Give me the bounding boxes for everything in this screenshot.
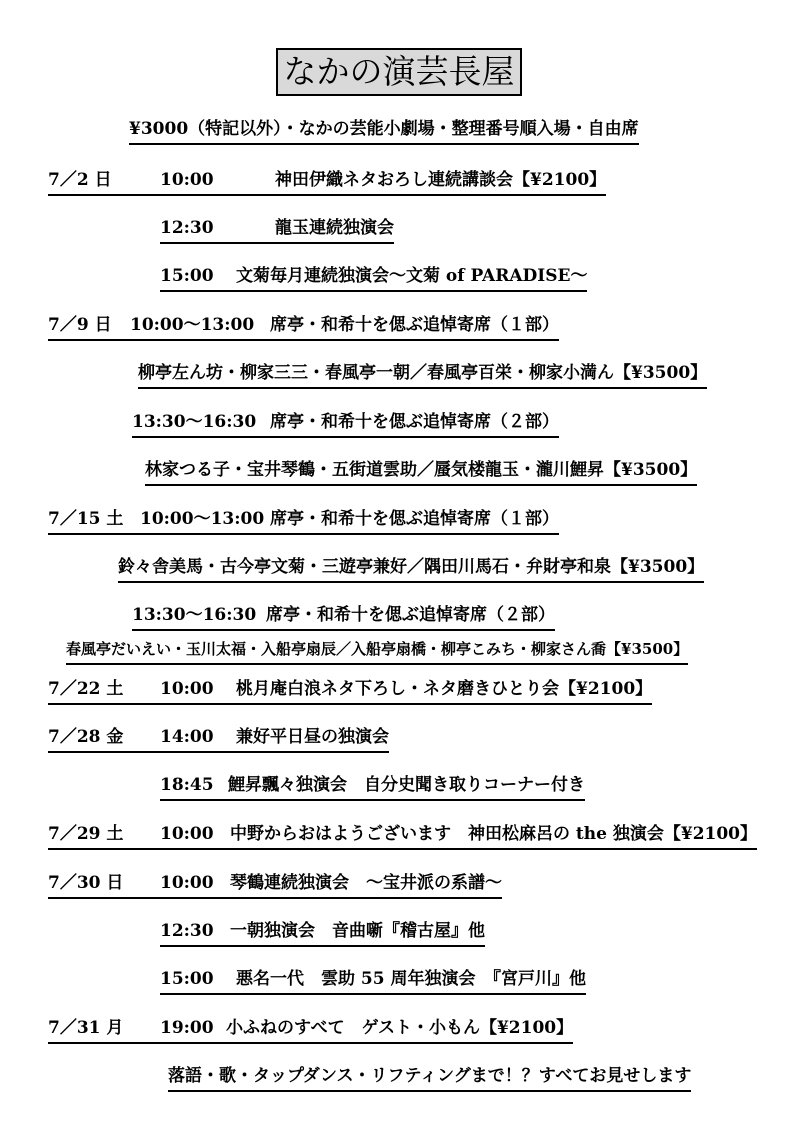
event-time: 10:00: [160, 873, 214, 893]
intro-line: [129, 117, 639, 145]
event-title: 悪名一代 雲助 55 周年独演会 『宮戸川』他: [236, 969, 586, 989]
event-0702-1: [48, 168, 606, 196]
event-date: 7／31 月: [48, 1018, 124, 1038]
event-cast: 春風亭だいえい・玉川太福・入船亭扇辰／入船亭扇橋・柳亭こみち・柳家さん喬【¥3500】: [66, 640, 689, 658]
event-0730-3: [160, 967, 586, 995]
event-title: 中野からおはようございます 神田松麻呂の the 独演会【¥2100】: [230, 824, 758, 844]
event-0702-3: [160, 264, 587, 292]
event-0715-1-cast: [118, 555, 704, 583]
event-title: 席亭・和希十を偲ぶ追悼寄席（１部）: [270, 315, 559, 335]
event-title: 龍玉連続独演会: [275, 218, 394, 238]
event-time: 19:00: [160, 1018, 214, 1038]
event-date: 7／22 土: [48, 679, 124, 699]
event-date: 7／9 日: [48, 315, 112, 335]
event-0709-2: [132, 410, 559, 438]
event-time: 12:30: [160, 921, 214, 941]
event-title: 文菊毎月連続独演会～文菊 of PARADISE～: [236, 266, 588, 286]
event-title: 席亭・和希十を偲ぶ追悼寄席（２部）: [270, 412, 559, 432]
event-0709-1: [48, 313, 559, 341]
event-0715-2-cast: [66, 637, 688, 665]
event-date: 7／28 金: [48, 727, 124, 747]
event-date: 7／30 日: [48, 873, 124, 893]
event-time: 13:30～16:30: [132, 605, 257, 625]
event-time: 14:00: [160, 727, 214, 747]
event-0722-1: [48, 677, 652, 705]
event-cast: 柳亭左ん坊・柳家三三・春風亭一朝／春風亭百栄・柳家小満ん【¥3500】: [138, 363, 708, 383]
intro-text: ¥3000（特記以外）・なかの芸能小劇場・整理番号順入場・自由席: [129, 119, 639, 139]
event-cast: 鈴々舎美馬・古今亭文菊・三遊亭兼好／隅田川馬石・弁財亭和泉【¥3500】: [118, 557, 705, 577]
event-date: 7／2 日: [48, 170, 112, 190]
event-time: 15:00: [160, 969, 214, 989]
event-time: 18:45: [160, 775, 214, 795]
event-time: 10:00: [160, 679, 214, 699]
event-0715-2: [132, 603, 555, 631]
event-time: 10:00～13:00: [140, 509, 265, 529]
event-0730-1: [48, 871, 502, 899]
event-0729-1: [48, 822, 757, 850]
event-0728-1: [48, 725, 389, 753]
event-0728-2: [160, 773, 585, 801]
event-title: 一朝独演会 音曲噺『稽古屋』他: [230, 921, 485, 941]
event-title: 小ふねのすべて ゲスト・小もん【¥2100】: [226, 1018, 574, 1038]
event-0715-1: [48, 507, 559, 535]
event-title: 桃月庵白浪ネタ下ろし・ネタ磨きひとり会【¥2100】: [236, 679, 653, 699]
event-title: 兼好平日昼の独演会: [236, 727, 389, 747]
event-title: 鯉昇飄々独演会 自分史聞き取りコーナー付き: [228, 775, 585, 795]
event-0730-2: [160, 919, 485, 947]
event-0709-1-cast: [138, 361, 707, 389]
event-0702-2: [160, 216, 394, 244]
event-0731-1: [48, 1016, 573, 1044]
event-time: 13:30～16:30: [132, 412, 257, 432]
page-title: なかの演芸長屋: [276, 48, 522, 96]
event-time: 15:00: [160, 266, 214, 286]
event-title: 琴鶴連続独演会 ～宝井派の系譜～: [230, 873, 502, 893]
event-date: 7／29 土: [48, 824, 124, 844]
event-time: 12:30: [160, 218, 214, 238]
event-time: 10:00: [160, 824, 214, 844]
event-note: 落語・歌・タップダンス・リフティングまで！？すべてお見せします: [168, 1066, 692, 1086]
event-0709-2-cast: [145, 458, 697, 486]
event-cast: 林家つる子・宝井琴鶴・五街道雲助／蜃気楼龍玉・瀧川鯉昇【¥3500】: [145, 460, 698, 480]
event-time: 10:00: [160, 170, 214, 190]
event-title: 席亭・和希十を偲ぶ追悼寄席（１部）: [270, 509, 559, 529]
event-title: 席亭・和希十を偲ぶ追悼寄席（２部）: [266, 605, 555, 625]
event-time: 10:00～13:00: [130, 315, 255, 335]
event-title: 神田伊織ネタおろし連続講談会【¥2100】: [275, 170, 607, 190]
event-0731-note: [168, 1064, 691, 1092]
event-date: 7／15 土: [48, 509, 124, 529]
